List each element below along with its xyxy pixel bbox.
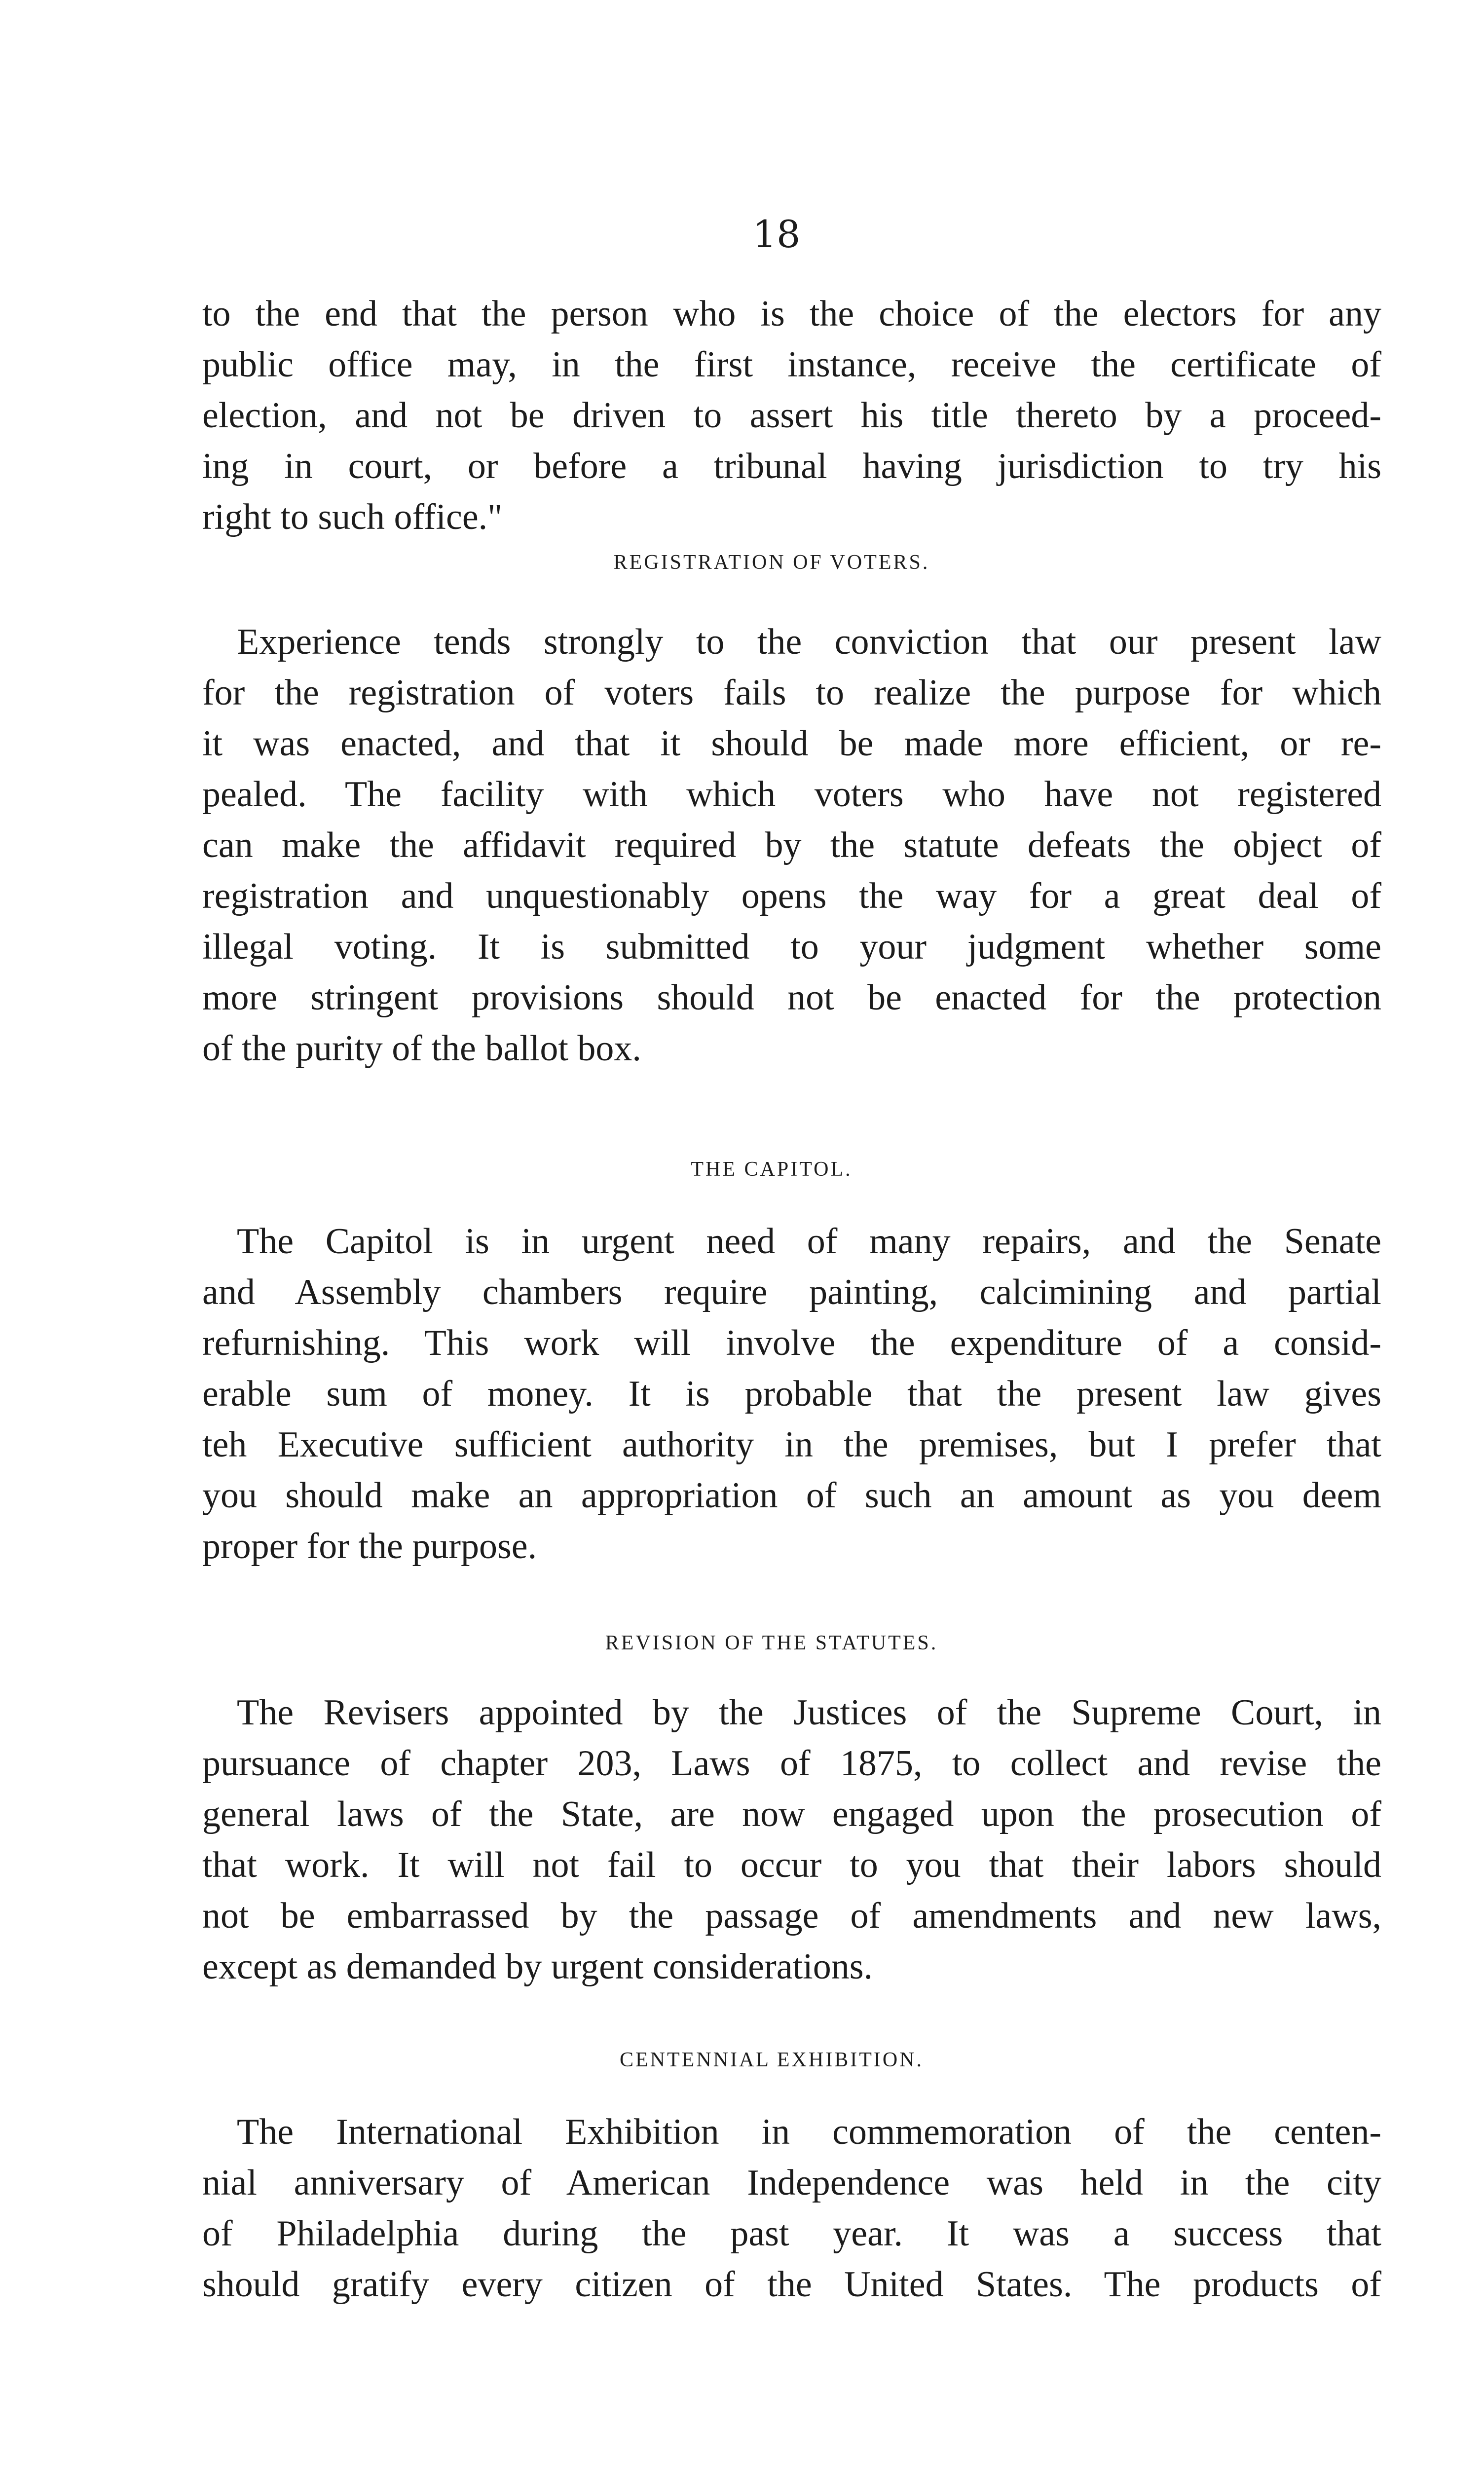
section-heading-capitol: THE CAPITOL. — [691, 1158, 853, 1181]
section-heading-centennial: CENTENNIAL EXHIBITION. — [620, 2049, 924, 2071]
paragraph-line: teh Executive sufficient authority in the premises, but I prefer that — [202, 1424, 1381, 1465]
paragraph-line: you should make an appropriation of such an amount as you deem — [202, 1475, 1381, 1516]
paragraph-line: can make the affidavit required by the statute defeats the object of — [202, 825, 1381, 865]
paragraph-line: The International Exhibition in commemoration of the centen- — [237, 2112, 1381, 2152]
paragraph-line: ing in court, or before a tribunal having jurisdiction to try his — [202, 446, 1381, 486]
paragraph-line: election, and not be driven to assert his title thereto by a proceed- — [202, 395, 1381, 436]
paragraph-line: nial anniversary of American Independence was held in the city — [202, 2163, 1381, 2203]
paragraph-line: refurnishing. This work will involve the expenditure of a consid- — [202, 1323, 1381, 1363]
section-body-capitol — [202, 1216, 1381, 1572]
paragraph-line: it was enacted, and that it should be made more efficient, or re- — [202, 723, 1381, 764]
paragraph-line: of the purity of the ballot box. — [202, 1028, 641, 1069]
paragraph-line: that work. It will not fail to occur to you that their labors should — [202, 1845, 1381, 1885]
paragraph-line: registration and unquestionably opens the way for a great deal of — [202, 876, 1381, 916]
section-body-registration — [202, 617, 1381, 1074]
section-body-revision — [202, 1687, 1381, 1992]
page-number: 18 — [752, 212, 801, 256]
section-heading-revision: REVISION OF THE STATUTES. — [605, 1632, 938, 1654]
paragraph-line: right to such office." — [202, 497, 503, 537]
paragraph-line: public office may, in the first instance, receive the certificate of — [202, 344, 1381, 385]
paragraph-line: and Assembly chambers require painting, calcimining and partial — [202, 1272, 1381, 1312]
section-heading-registration: REGISTRATION OF VOTERS. — [613, 551, 930, 574]
intro-paragraph — [202, 289, 1381, 543]
paragraph-line: The Revisers appointed by the Justices of the Supreme Court, in — [237, 1692, 1381, 1733]
paragraph-line: pursuance of chapter 203, Laws of 1875, to collect and revise the — [202, 1743, 1381, 1784]
paragraph-line: proper for the purpose. — [202, 1526, 537, 1567]
paragraph-line: not be embarrassed by the passage of amendments and new laws, — [202, 1896, 1381, 1936]
paragraph-line: pealed. The facility with which voters who have not registered — [202, 774, 1381, 815]
paragraph-line: except as demanded by urgent considerations. — [202, 1946, 873, 1987]
paragraph-line: more stringent provisions should not be enacted for the protection — [202, 977, 1381, 1018]
paragraph-line: to the end that the person who is the choice of the electors for any — [202, 294, 1381, 334]
paragraph-line: should gratify every citizen of the United States. The products of — [202, 2264, 1381, 2305]
paragraph-line: illegal voting. It is submitted to your judgment whether some — [202, 927, 1381, 967]
paragraph-line: for the registration of voters fails to realize the purpose for which — [202, 673, 1381, 713]
paragraph-line: of Philadelphia during the past year. It was a success that — [202, 2213, 1381, 2254]
section-body-centennial — [202, 2107, 1381, 2310]
paragraph-line: Experience tends strongly to the conviction that our present law — [237, 622, 1381, 662]
paragraph-line: general laws of the State, are now engaged upon the prosecution of — [202, 1794, 1381, 1834]
paragraph-line: erable sum of money. It is probable that the present law gives — [202, 1374, 1381, 1414]
paragraph-line: The Capitol is in urgent need of many repairs, and the Senate — [237, 1221, 1381, 1262]
